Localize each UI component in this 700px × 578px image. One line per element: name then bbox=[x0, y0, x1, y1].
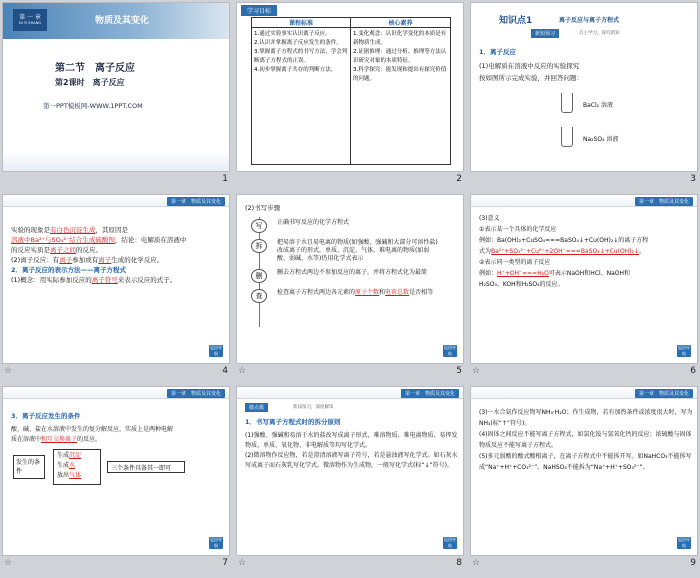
objectives-table bbox=[251, 17, 451, 165]
table-cell: 2.认识并掌握离子反应发生的条件。 bbox=[254, 40, 342, 46]
star-icon[interactable]: ☆ bbox=[238, 558, 247, 568]
slide-thumbnail-1[interactable] bbox=[0, 0, 234, 192]
text-paragraph: 实验的现象是有白色沉淀生成，其原因是 溶液中Ba²⁺与SO₄²⁻结合生成硫酸钡，结论：电解质在溶液中 的反应实质是离子之间的反应。 (2)离子反应：有离子参加或有离子生成的化学反应。 2．离子反应的表示方法——离子方程式 (1)概念：用实际参加反应的离子符号来表示反应的式子。 bbox=[11, 226, 187, 284]
slide-thumbnail-7[interactable] bbox=[0, 384, 234, 576]
home-nav-button[interactable]: 返回导航 bbox=[678, 345, 690, 356]
header-badge: 学习目标 bbox=[241, 5, 277, 16]
slide-thumbnail-5[interactable] bbox=[234, 192, 468, 384]
table-cell: 3.掌握离子方程式的书写方法，学会判断离子方程式的正误。 bbox=[254, 49, 348, 64]
source-text: 第一PPT模板网-WWW.1PPT.COM bbox=[43, 102, 143, 110]
text-line: 按如图所示完成实验，并回答问题： bbox=[479, 74, 583, 82]
star-icon[interactable]: ☆ bbox=[4, 558, 13, 568]
slide-number: 4 bbox=[222, 366, 228, 376]
text-paragraph: 酸、碱、盐在水溶液中发生的复分解反应，实质上是两种电解 质在溶液中相互交换离子的反应。 bbox=[11, 426, 174, 443]
slide-number: 2 bbox=[456, 174, 462, 184]
step-desc: 把易溶于水且易电离的物质(如强酸、强碱和大部分可溶性盐)改成离子的形式，单质、沉淀、气体、难电离的物质(如弱酸、弱碱、水等)仍用化学式表示 bbox=[277, 239, 438, 262]
table-cell: 2.证据推理：通过分析、推理等方法认识研究对象的本质特征。 bbox=[353, 49, 447, 64]
step-key: 删 bbox=[251, 269, 267, 283]
knowledge-point-title: 知识点1 bbox=[499, 16, 533, 26]
knowledge-point-sub: 离子反应与离子方程式 bbox=[559, 17, 620, 24]
slide-number: 8 bbox=[456, 558, 462, 568]
heading: (2)书写步骤 bbox=[245, 204, 281, 212]
slide-number: 6 bbox=[690, 366, 696, 376]
home-nav-button[interactable]: 返回导航 bbox=[210, 537, 222, 548]
slide-thumbnail-8[interactable] bbox=[234, 384, 468, 576]
slide-thumbnail-2[interactable] bbox=[234, 0, 468, 192]
slide-thumbnail-9[interactable] bbox=[468, 384, 700, 576]
home-nav-button[interactable]: 返回导航 bbox=[210, 345, 222, 356]
text-line: (1)电解质在溶液中反应的实验探究 bbox=[479, 62, 580, 70]
home-nav-button[interactable]: 返回导航 bbox=[444, 537, 456, 548]
lesson-title: 第2课时 离子反应 bbox=[55, 78, 125, 87]
text-paragraph: (3)一水合氨作反应物写NH₃·H₂O；作生成物，若有加热条件或浓度很大时，写为NH₃(标“↑”符号)。 (4)固体之间反应不能写离子方程式，如氯化铵与氢氧化钙的反应；浓硫酸与固体物质反应不能写离子方程式。 (5)多元弱酸的酸式酸根离子，在离子方程式中不能拆开写。如NaHCO₃不能拆写成“Na⁺+H⁺+CO₃²⁻”。NaHSO₄不能拆为“Na⁺+H⁺+SO₄²⁻”。 bbox=[479, 409, 693, 471]
star-icon[interactable]: ☆ bbox=[238, 366, 247, 376]
heading: 3．离子反应发生的条件 bbox=[11, 412, 81, 420]
heading: 1．书写离子方程式时的拆分原则 bbox=[245, 418, 341, 426]
slide-number: 3 bbox=[690, 174, 696, 184]
kp-tag: 自主学习，探究新知 bbox=[579, 31, 620, 36]
header-tag: 第一章 物质及其变化 bbox=[635, 389, 693, 398]
step-key: 写 bbox=[251, 219, 267, 233]
condition-list: 生成沉淀 生成水 放出气体 bbox=[53, 449, 101, 485]
text-paragraph: (3)意义 ①表示某一个具体的化学反应 例如：Ba(OH)₂+CuSO₄===BaSO₄↓+Cu(OH)₂↓的离子方程 式为Ba²⁺+SO₄²⁻+Cu²⁺+2OH⁻===BaSO₄↓+Cu(OH)₂↓。 ②表示同一类型的离子反应 例如：H⁺+OH⁻===H₂O可表示NaOH和HCl、NaOH和 H₂SO₄、KOH和H₂SO₄的反应。 bbox=[479, 215, 649, 288]
slide-thumbnail-3[interactable] bbox=[468, 0, 700, 192]
star-icon[interactable]: ☆ bbox=[472, 558, 481, 568]
condition-box: 发生的条件 bbox=[13, 455, 45, 479]
star-icon[interactable]: ☆ bbox=[472, 366, 481, 376]
slide-thumbnail-6[interactable] bbox=[468, 192, 700, 384]
table-cell: 3.科学探究：能发现和提出有探究价值的问题。 bbox=[353, 67, 447, 82]
header-tag: 第一章 物质及其变化 bbox=[167, 389, 225, 398]
slide-number: 9 bbox=[690, 558, 696, 568]
star-icon[interactable]: ☆ bbox=[4, 366, 13, 376]
table-cell: 1.通过实验事实认识离子反应。 bbox=[254, 31, 331, 37]
table-cell: 1.变化观念：认识化学变化的本质是有新物质生成。 bbox=[353, 31, 447, 46]
slide-number: 7 bbox=[222, 558, 228, 568]
table-header: 核心素养 bbox=[388, 20, 413, 27]
kp-badge: 新知预习 bbox=[531, 29, 559, 38]
home-nav-button[interactable]: 返回导航 bbox=[444, 345, 456, 356]
slide-number: 5 bbox=[456, 366, 462, 376]
step-desc: 检查离子方程式两边各元素的原子个数和电荷总数是否相等 bbox=[277, 289, 434, 296]
slide-number: 1 bbox=[222, 174, 228, 184]
header-tag: 第一章 物质及其变化 bbox=[635, 197, 693, 206]
text-paragraph: (1)强酸、强碱和易溶于水的盐改写成离子形式，难溶物质、难电离物质、易挥发物质、单质、氧化物、非电解质等均写化学式。 (2)微溶物作反应物，若是澄清溶液写离子符号，若是悬浊液写化学式。如石灰水写成离子而石灰乳写化学式。微溶物作为生成物，一般写化学式(标“↓”符号)。 bbox=[245, 432, 458, 469]
step-desc: 删去方程式两边不参加反应的离子，并将方程式化为最简 bbox=[277, 269, 428, 276]
step-desc: 正确书写反应的化学方程式 bbox=[277, 219, 350, 226]
home-nav-button[interactable]: 返回导航 bbox=[678, 537, 690, 548]
header-tag: 第一章 物质及其变化 bbox=[167, 197, 225, 206]
chapter-badge: 第 一 章 DI YI ZHANG bbox=[13, 9, 47, 31]
test-tube-icon bbox=[561, 127, 573, 147]
reagent-label: BaCl₂ 溶液 bbox=[583, 102, 613, 109]
tip-tag: 新知预习，深度解读 bbox=[293, 405, 334, 410]
condition-note: 三个条件具备其一即可 bbox=[107, 461, 185, 473]
header-tag: 第一章 物质及其变化 bbox=[401, 389, 459, 398]
reagent-label: Na₂SO₄ 溶液 bbox=[583, 136, 619, 143]
step-key: 拆 bbox=[251, 239, 267, 253]
section-title: 第二节 离子反应 bbox=[55, 63, 135, 74]
step-key: 查 bbox=[251, 289, 267, 303]
table-header: 课程标准 bbox=[252, 18, 351, 27]
chapter-title: 物质及其变化 bbox=[95, 16, 150, 26]
slide-thumbnail-4[interactable] bbox=[0, 192, 234, 384]
test-tube-icon bbox=[561, 93, 573, 113]
heading: 1．离子反应 bbox=[479, 48, 517, 56]
tip-badge: 微点拨 bbox=[245, 403, 268, 412]
table-cell: 4.初步掌握离子共存的判断方法。 bbox=[254, 67, 337, 73]
